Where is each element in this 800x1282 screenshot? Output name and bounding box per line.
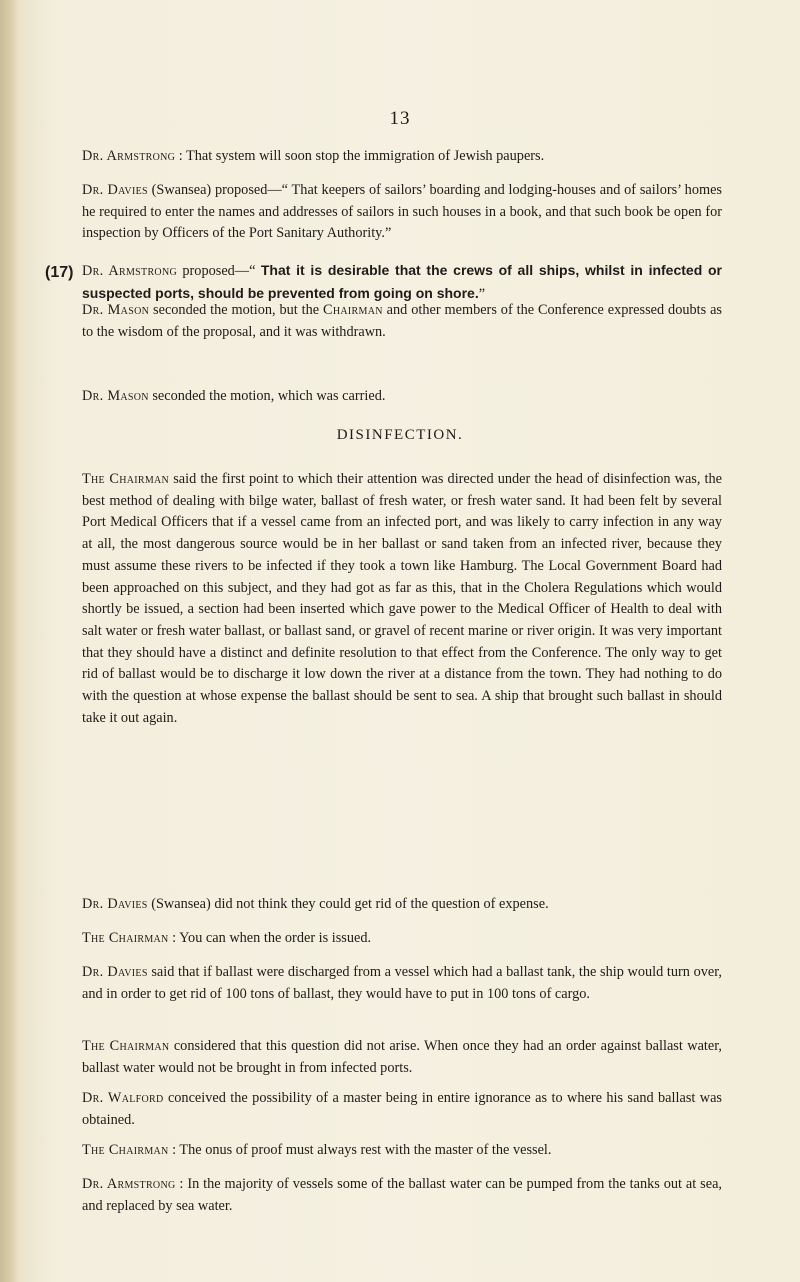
- paragraph-walford: [82, 1088, 722, 1131]
- paragraph-davies-expense: [82, 894, 722, 916]
- section-heading: DISINFECTION.: [336, 427, 464, 443]
- paragraph-text: seconded the motion, but the: [149, 302, 324, 318]
- paragraph-crews-resolution: [82, 260, 722, 305]
- speaker: Chairman: [323, 302, 383, 318]
- paragraph-text: (Swansea) did not think they could get rid of the question of expense.: [147, 896, 549, 912]
- paragraph-text: : The onus of proof must always rest with the master of the vessel.: [168, 1142, 552, 1158]
- paragraph-chairman-disinfection: [82, 469, 722, 729]
- speaker: The Chairman: [82, 1142, 169, 1158]
- paragraph-mason-seconded: [82, 300, 722, 343]
- paragraph-text: said the first point to which their attention was directed under the head of disinfection was, the best method of dealing with bilge water, ballast of fresh water, or fresh water sand. It had been felt by several Port Medical Officers that if a vessel came from an infected port, and was likely to carry infection in any way at all, the most dangerous source would be in her ballast or sand taken from an infected river, because they must assume these rivers to be infected if they took a town like Hamburg. The Local Government Board had been approached on this subject, and they had got as far as this, that in the Cholera Regulations which would shortly be issued, a section had been inserted which gave power to the Medical Officer of Health to deal with salt water or fresh water ballast, or ballast sand, or gravel of recent marine or river origin. It was very important that they should have a distinct and definite resolution to that effect from the Conference. The only way to get rid of ballast would be to discharge it low down the river at a distance from the town. They had nothing to do with the question at whose expense the ballast should be sent to sea. A ship that brought such ballast in should take it out again.: [82, 471, 722, 726]
- paragraph-davies-proposal: [82, 180, 722, 245]
- paragraph-text: (Swansea) proposed—“ That keepers of sailors’ boarding and lodging-houses and of sailors’ homes he required to enter the names and addresses of sailors in such houses in a book, and that such book be open for inspection by Officers of the Port Sanitary Authority.”: [82, 182, 722, 242]
- speaker: Dr. Mason: [82, 302, 150, 318]
- paragraph-text: : You can when the order is issued.: [168, 930, 372, 946]
- paragraph-text: : In the majority of vessels some of the ballast water can be pumped from the tanks out at sea, and replaced by sea water.: [82, 1176, 722, 1214]
- paragraph-text: ”: [478, 285, 486, 302]
- paragraph-text: : That system will soon stop the immigration of Jewish paupers.: [175, 148, 545, 164]
- speaker: The Chairman: [82, 930, 169, 946]
- resolution-number: (17): [45, 264, 74, 281]
- paragraph-text: seconded the motion, which was carried.: [148, 388, 386, 404]
- speaker: Dr. Walford: [82, 1090, 164, 1106]
- paragraph-chairman-onus: [82, 1140, 722, 1162]
- paragraph-davies-ballast: [82, 962, 722, 1005]
- paragraph-text: conceived the possibility of a master being in entire ignorance as to where his sand ballast was obtained.: [82, 1090, 722, 1128]
- speaker: Dr. Armstrong: [82, 148, 176, 164]
- paragraph-text: said that if ballast were discharged from a vessel which had a ballast tank, the ship would turn over, and in order to get rid of 100 tons of ballast, they would have to put in 100 tons of cargo.: [82, 964, 722, 1002]
- page-number: 13: [389, 108, 411, 129]
- speaker: Dr. Davies: [82, 964, 148, 980]
- speaker: The Chairman: [82, 1038, 170, 1054]
- paragraph-text: and other members of the Conference expressed doubts as to the wisdom of the proposal, and it was withdrawn.: [82, 302, 722, 340]
- speaker: The Chairman: [82, 471, 170, 487]
- paragraph-armstrong-1: [82, 146, 722, 168]
- paragraph-mason-motion-carried: [82, 386, 722, 408]
- resolution-quote: That it is desirable that the crews of all ships, whilst in infected or suspected ports, should be prevented from going on shore.: [82, 262, 722, 301]
- speaker: Dr. Davies: [82, 182, 148, 198]
- speaker: Dr. Mason: [82, 388, 149, 404]
- speaker: Dr. Davies: [82, 896, 148, 912]
- binding-edge: [0, 0, 18, 1282]
- paragraph-armstrong-pumped: [82, 1174, 722, 1217]
- paragraph-text: considered that this question did not arise. When once they had an order against ballast water, ballast water would not be brought in from infected ports.: [82, 1038, 722, 1076]
- speaker: Dr. Armstrong: [82, 1176, 176, 1192]
- paragraph-chairman-arise: [82, 1036, 722, 1079]
- paragraph-chairman-order: [82, 928, 722, 950]
- paragraph-text: proposed—“: [176, 263, 261, 279]
- speaker: Dr. Armstrong: [82, 263, 177, 279]
